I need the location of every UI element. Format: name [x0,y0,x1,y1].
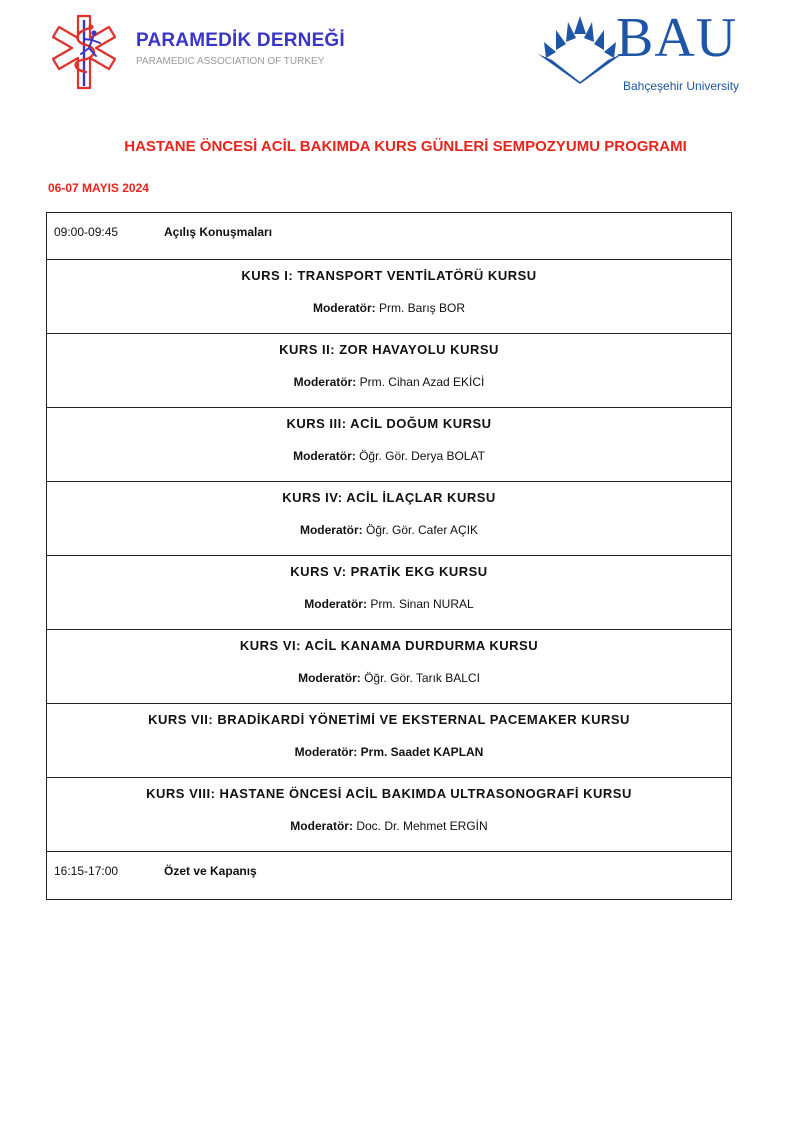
course-moderator [47,745,731,759]
opening-event: Açılış Konuşmaları [164,225,273,239]
course-moderator [47,523,731,537]
course-row [47,482,731,556]
moderator-label: Moderatör: [294,745,358,759]
course-row [47,704,731,778]
program-title: HASTANE ÖNCESİ ACİL BAKIMDA KURS GÜNLERİ SEMPOZYUMU PROGRAMI [124,138,687,155]
moderator-name: Doc. Dr. Mehmet ERGİN [356,819,488,833]
moderator-name: Öğr. Gör. Cafer AÇIK [365,523,479,537]
course-row [47,334,731,408]
moderator-name: Prm. Cihan Azad EKİCİ [359,375,485,389]
moderator-label: Moderatör: [304,597,367,611]
moderator-name: Öğr. Gör. Derya BOLAT [359,449,485,463]
course-title: KURS VII: BRADİKARDİ YÖNETİMİ VE EKSTERNAL PACEMAKER KURSU [148,712,630,727]
course-row [47,260,731,334]
closing-row [47,852,731,899]
association-subtitle: PARAMEDIC ASSOCIATION OF TURKEY [136,56,325,67]
association-name-block [136,30,345,67]
course-moderator [47,597,731,611]
moderator-label: Moderatör: [293,375,357,389]
paramedic-association-logo [44,12,124,92]
moderator-name: Prm. Sinan NURAL [370,597,474,611]
moderator-label: Moderatör: [290,819,353,833]
course-row [47,408,731,482]
course-moderator [47,819,731,833]
closing-time: 16:15-17:00 [54,864,119,878]
moderator-name: Prm. Barış BOR [379,301,466,315]
document-header [0,0,811,110]
course-row [47,630,731,704]
course-title: KURS VIII: HASTANE ÖNCESİ ACİL BAKIMDA ULTRASONOGRAFİ KURSU [146,786,632,801]
course-title: KURS VI: ACİL KANAMA DURDURMA KURSU [239,638,539,653]
course-title: KURS V: PRATİK EKG KURSU [290,564,488,579]
bau-emblem-icon [538,12,622,84]
moderator-label: Moderatör: [312,301,376,315]
association-name: PARAMEDİK DERNEĞİ [136,30,345,51]
course-moderator [47,671,731,685]
moderator-label: Moderatör: [298,671,361,685]
course-moderator [47,301,731,315]
course-moderator [47,375,731,389]
course-title: KURS II: ZOR HAVAYOLU KURSU [279,342,499,357]
closing-event: Özet ve Kapanış [164,864,257,878]
course-title: KURS I: TRANSPORT VENTİLATÖRÜ KURSU [241,268,537,283]
course-row [47,778,731,852]
moderator-name: Öğr. Gör. Tarık BALCI [364,671,480,685]
opening-time: 09:00-09:45 [54,225,119,239]
event-date: 06-07 MAYIS 2024 [48,181,149,195]
bau-wordmark: BAU [616,7,738,69]
course-title: KURS III: ACİL DOĞUM KURSU [286,416,492,431]
course-moderator [47,449,731,463]
course-row [47,556,731,630]
university-name: Bahçeşehir University [623,79,740,93]
course-title: KURS IV: ACİL İLAÇLAR KURSU [282,490,496,505]
program-table [46,212,732,900]
moderator-label: Moderatör: [293,449,356,463]
moderator-name: Prm. Saadet KAPLAN [360,745,484,759]
opening-row [47,213,731,260]
moderator-label: Moderatör: [299,523,363,537]
